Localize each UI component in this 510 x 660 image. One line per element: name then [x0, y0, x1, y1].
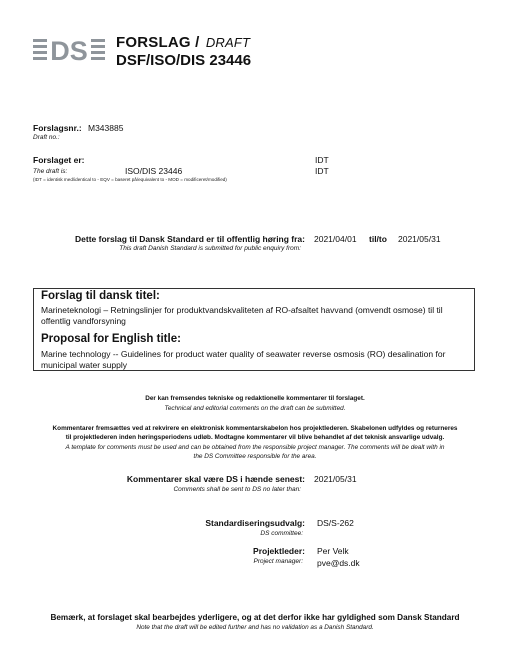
manager-name: Per Velk — [317, 546, 349, 556]
english-title-heading: Proposal for English title: — [41, 333, 181, 345]
comments-para-da-1: Kommentarer fremsættes ved at rekvirere en elektronisk kommentarskabelon hos projektlederen. Skabelonen udfyldes og returneres — [52, 425, 458, 432]
comments-line-en: Technical and editorial comments on the draft can be submitted. — [164, 405, 346, 412]
deadline-label: Kommentarer skal være DS i hænde senest: — [126, 474, 305, 484]
origin-label: Forslaget er: — [33, 155, 85, 165]
origin-code-bottom: IDT — [315, 166, 329, 176]
title-box — [33, 288, 475, 371]
footer-note-en: Note that the draft will be edited further and has no validation as a Danish Standard. — [136, 624, 374, 631]
committee-value: DS/S-262 — [317, 518, 354, 528]
comments-line-da: Der kan fremsendes tekniske og redaktionelle kommentarer til forslaget. — [145, 395, 365, 402]
committee-sublabel: DS committee: — [260, 530, 303, 537]
enquiry-from: 2021/04/01 — [314, 234, 357, 244]
enquiry-to: 2021/05/31 — [398, 234, 441, 244]
english-title-text: Marine technology -- Guidelines for product water quality of seawater reverse osmosis (RO) desalination for municipal water supply — [41, 349, 446, 370]
footer-note-da: Bemærk, at forslaget skal bearbejdes yderligere, og at det derfor ikke har gyldighed som Dansk Standard — [50, 613, 460, 622]
document-title-label — [116, 34, 250, 51]
proposal-number-value: M343885 — [88, 123, 124, 133]
ds-logo — [33, 36, 107, 62]
comments-para-en-2: the DS Committee responsible for the area. — [193, 453, 317, 460]
origin-code-top: IDT — [315, 155, 329, 165]
draft-label: DRAFT — [205, 35, 251, 50]
comments-para-da-2: til projektlederen inden høringsperiodens udløb. Modtagne kommentarer vil blive behandlet af det teknisk ansvarlige udvalg. — [65, 434, 445, 441]
enquiry-to-label: til/to — [369, 234, 387, 244]
manager-email[interactable]: pve@ds.dk — [317, 558, 360, 568]
origin-value: ISO/DIS 23446 — [125, 166, 183, 176]
comments-para-en-1: A template for comments must be used and can be obtained from the responsible project manager. The comments will be dealt with in — [65, 444, 445, 451]
deadline-value: 2021/05/31 — [314, 474, 357, 484]
danish-title-heading: Forslag til dansk titel: — [41, 290, 160, 302]
manager-label: Projektleder: — [253, 546, 305, 556]
proposal-number-sublabel: Draft no.: — [33, 134, 60, 141]
document-number: DSF/ISO/DIS 23446 — [116, 52, 252, 69]
enquiry-sublabel: This draft Danish Standard is submitted for public enquiry from: — [119, 245, 301, 252]
committee-label: Standardiseringsudvalg: — [205, 518, 305, 528]
deadline-sublabel: Comments shall be sent to DS no later than: — [173, 486, 301, 493]
logo-stripes-right — [91, 39, 105, 60]
logo-text: DS — [50, 36, 88, 62]
enquiry-label: Dette forslag til Dansk Standard er til offentlig høring fra: — [75, 234, 305, 244]
origin-sublabel: The draft is: — [33, 168, 68, 175]
forslag-label: FORSLAG / — [116, 34, 200, 51]
logo-stripes-left — [33, 39, 47, 60]
proposal-number-label: Forslagsnr.: — [33, 123, 82, 133]
origin-legend: (IDT = identisk med/identical to - EQV = baseret på/equivalent to - MOD = modificeret/modified) — [33, 177, 227, 182]
danish-title-text: Marineteknologi – Retningslinjer for produktvandskvaliteten af RO-afsaltet havvand (omvendt osmose) til til offentlig vandforsyning — [41, 305, 443, 326]
manager-sublabel: Project manager: — [253, 558, 303, 565]
